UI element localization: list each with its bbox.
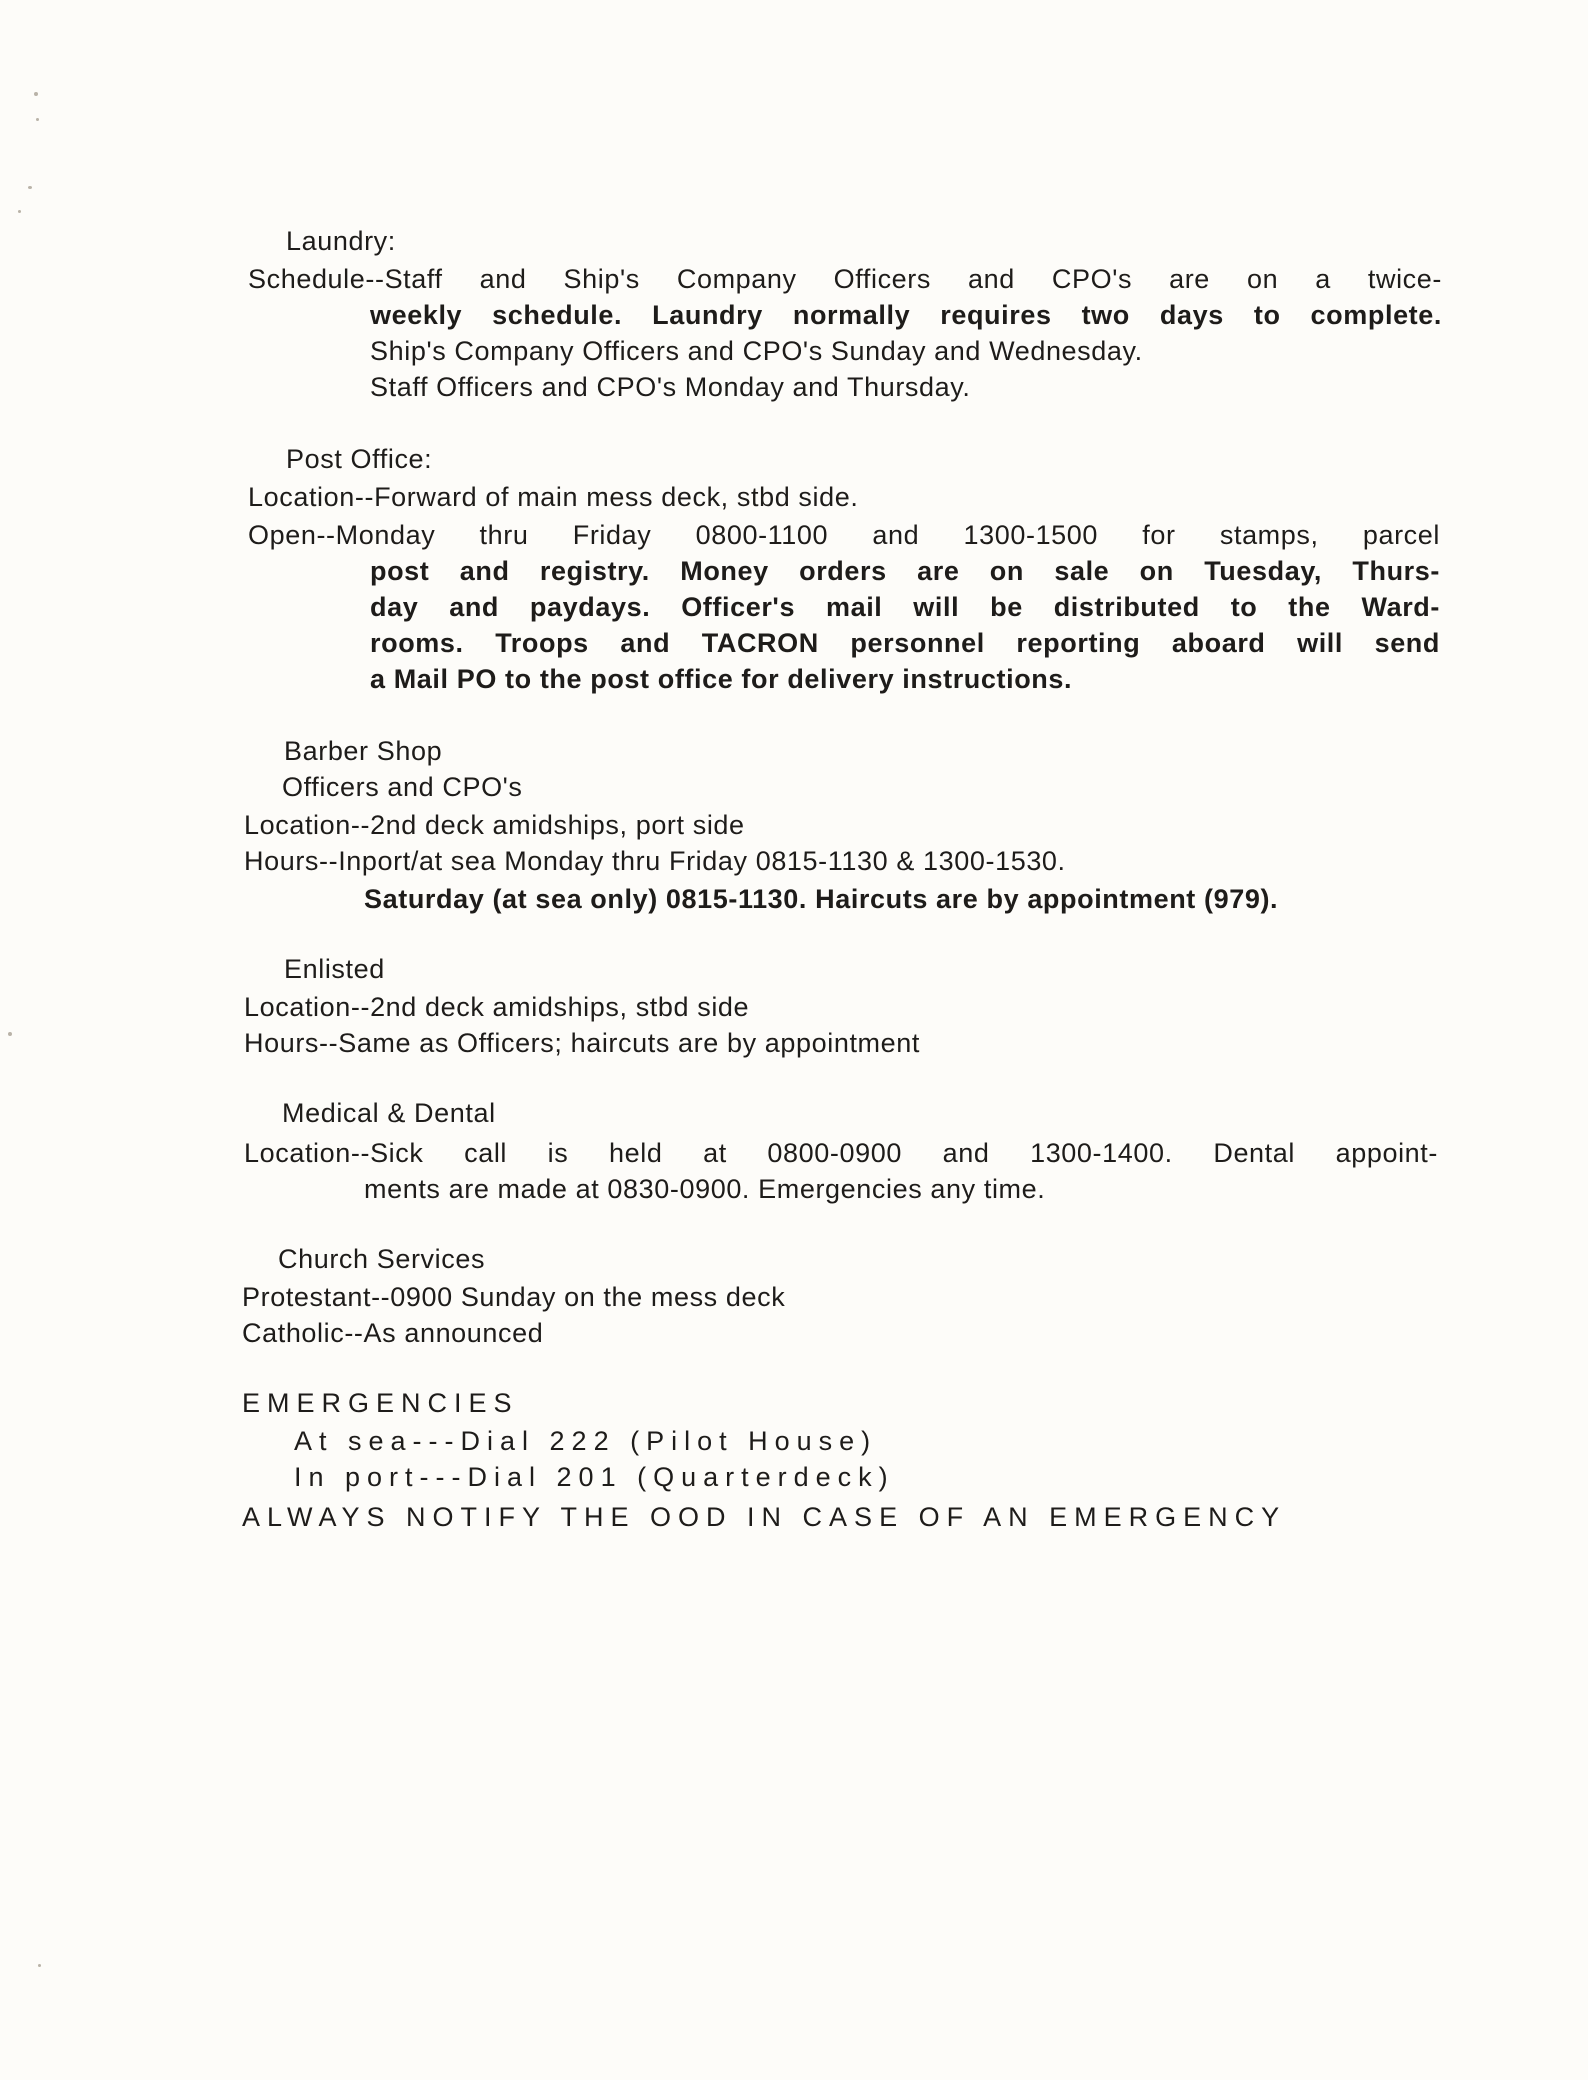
- post-office-line-1: Location--Forward of main mess deck, stbd side.: [248, 482, 859, 512]
- enlisted-line-1: Location--2nd deck amidships, stbd side: [244, 992, 750, 1022]
- barber-shop-heading: Barber Shop: [284, 736, 443, 766]
- laundry-line-1: Schedule--Staff and Ship's Company Officers and CPO's are on a twice-: [248, 264, 1442, 294]
- enlisted-line-2: Hours--Same as Officers; haircuts are by appointment: [244, 1028, 920, 1058]
- medical-line-1: Location--Sick call is held at 0800-0900 and 1300-1400. Dental appoint-: [244, 1138, 1438, 1168]
- post-office-line-6: a Mail PO to the post office for delivery instructions.: [370, 664, 1073, 694]
- paper-speck: [18, 210, 21, 213]
- barber-shop-line-1: Location--2nd deck amidships, port side: [244, 810, 745, 840]
- paper-speck: [38, 1964, 41, 1967]
- paper-speck: [34, 92, 38, 96]
- laundry-line-3: Ship's Company Officers and CPO's Sunday and Wednesday.: [370, 336, 1143, 366]
- barber-shop-subheading: Officers and CPO's: [282, 772, 523, 802]
- post-office-line-3: post and registry. Money orders are on sale on Tuesday, Thurs-: [370, 556, 1440, 586]
- emergencies-line-3: ALWAYS NOTIFY THE OOD IN CASE OF AN EMERGENCY: [242, 1502, 1287, 1532]
- barber-shop-line-2: Hours--Inport/at sea Monday thru Friday 0815-1130 & 1300-1530.: [244, 846, 1066, 876]
- emergencies-heading: EMERGENCIES: [242, 1388, 519, 1418]
- enlisted-heading: Enlisted: [284, 954, 385, 984]
- laundry-line-2: weekly schedule. Laundry normally requires two days to complete.: [370, 300, 1442, 330]
- medical-line-2: ments are made at 0830-0900. Emergencies any time.: [364, 1174, 1046, 1204]
- emergencies-line-2: In port---Dial 201 (Quarterdeck): [294, 1462, 895, 1492]
- post-office-line-4: day and paydays. Officer's mail will be distributed to the Ward-: [370, 592, 1440, 622]
- post-office-line-2: Open--Monday thru Friday 0800-1100 and 1300-1500 for stamps, parcel: [248, 520, 1440, 550]
- paper-speck: [8, 1032, 12, 1036]
- church-heading: Church Services: [278, 1244, 486, 1274]
- post-office-heading: Post Office:: [286, 444, 433, 474]
- church-line-1: Protestant--0900 Sunday on the mess deck: [242, 1282, 786, 1312]
- church-line-2: Catholic--As announced: [242, 1318, 544, 1348]
- post-office-line-5: rooms. Troops and TACRON personnel reporting aboard will send: [370, 628, 1440, 658]
- paper-speck: [28, 186, 32, 189]
- emergencies-line-1: At sea---Dial 222 (Pilot House): [294, 1426, 878, 1456]
- laundry-heading: Laundry:: [286, 226, 396, 256]
- paper-speck: [36, 118, 39, 121]
- medical-heading: Medical & Dental: [282, 1098, 496, 1128]
- barber-shop-line-3: Saturday (at sea only) 0815-1130. Haircuts are by appointment (979).: [364, 884, 1279, 914]
- laundry-line-4: Staff Officers and CPO's Monday and Thursday.: [370, 372, 971, 402]
